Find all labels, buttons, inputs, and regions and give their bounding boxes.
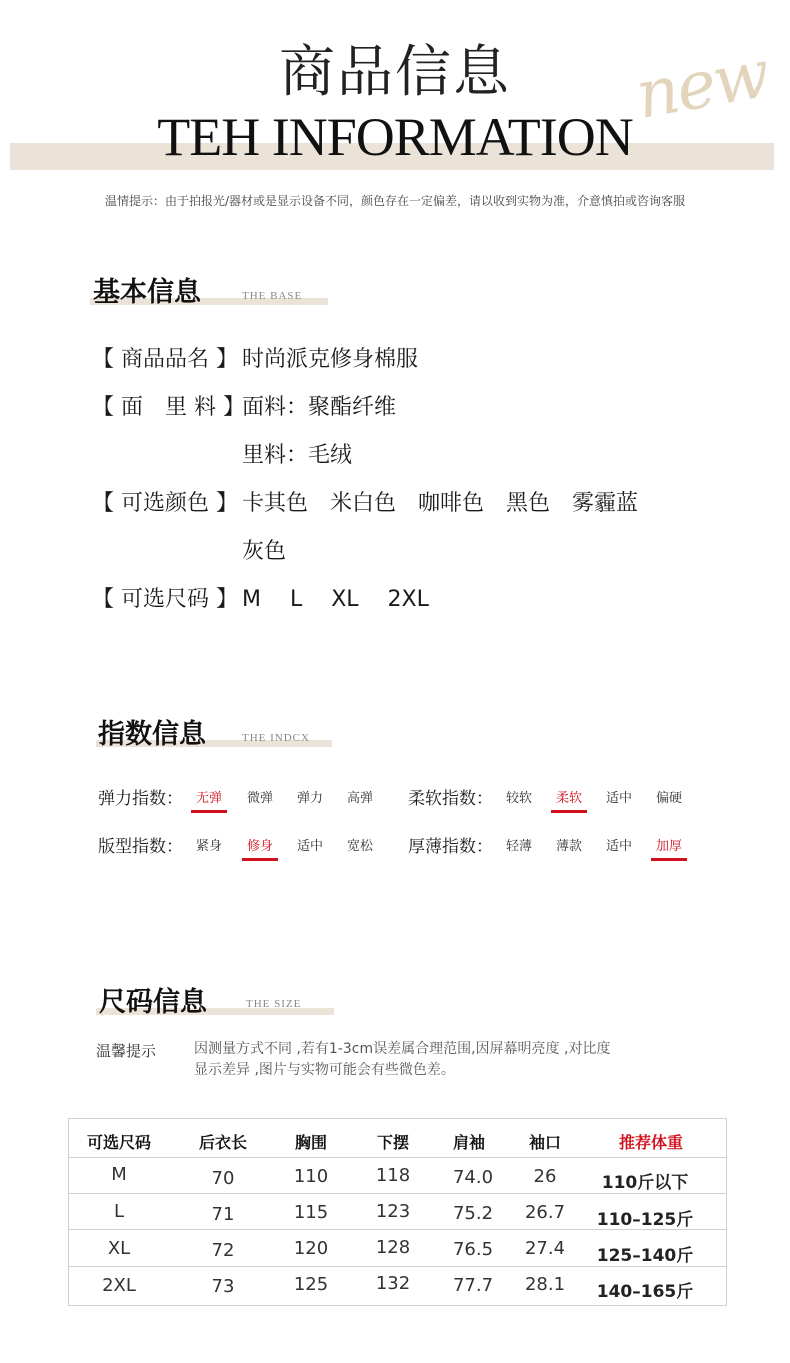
basic-value-fabric: 面料：聚酯纤维 xyxy=(242,395,397,420)
table-divider xyxy=(68,1193,727,1194)
basic-label-colors: 【 可选颜色 】 xyxy=(92,491,238,516)
index-option: 适中 xyxy=(605,791,632,806)
basic-value-name: 时尚派克修身棉服 xyxy=(242,347,419,372)
index-section-subtitle: THE INDCX xyxy=(242,732,310,744)
index-option: 高弹 xyxy=(346,791,373,806)
basic-value-colors: 卡其色 米白色 咖啡色 黑色 雾霾蓝 xyxy=(242,491,639,516)
basic-label-sizes: 【 可选尺码 】 xyxy=(92,587,238,612)
table-cell: 123 xyxy=(375,1201,411,1222)
basic-value-colors-2: 灰色 xyxy=(242,539,287,564)
index-option: 适中 xyxy=(296,839,323,854)
basic-section-title: 基本信息 xyxy=(93,277,201,308)
index-option: 微弹 xyxy=(246,791,273,806)
index-option-selected: 加厚 xyxy=(653,835,685,854)
table-header: 袖口 xyxy=(528,1133,561,1152)
table-cell: 26 xyxy=(533,1166,557,1187)
size-tip-label: 温馨提示 xyxy=(96,1042,157,1060)
table-cell: 120 xyxy=(293,1238,329,1259)
table-cell: 28.1 xyxy=(524,1274,566,1295)
table-divider xyxy=(68,1266,727,1267)
header-new-decoration: new xyxy=(630,35,774,134)
basic-label-fabric: 【 面 里 料 】 xyxy=(92,395,245,420)
index-option-selected: 柔软 xyxy=(553,787,585,806)
index-label-fit: 版型指数： xyxy=(98,837,183,857)
table-cell-size: XL xyxy=(107,1238,131,1259)
table-cell-weight: 125–140斤 xyxy=(596,1246,694,1266)
table-cell: 26.7 xyxy=(524,1202,566,1223)
index-label-elasticity: 弹力指数： xyxy=(98,789,183,809)
table-cell-size: L xyxy=(113,1201,125,1222)
index-option: 宽松 xyxy=(346,839,373,854)
index-option: 弹力 xyxy=(296,791,323,806)
table-cell-size: M xyxy=(111,1164,127,1185)
table-divider xyxy=(68,1157,727,1158)
table-header-weight: 推荐体重 xyxy=(618,1133,683,1152)
table-cell: 27.4 xyxy=(524,1238,566,1259)
index-option: 较软 xyxy=(505,791,532,806)
index-option-selected: 修身 xyxy=(244,835,276,854)
table-header: 胸围 xyxy=(294,1133,327,1152)
table-header: 可选尺码 xyxy=(86,1133,151,1152)
table-cell: 118 xyxy=(375,1165,411,1186)
page-title-en: TEH INFORMATION xyxy=(157,107,633,167)
table-header: 下摆 xyxy=(376,1133,409,1152)
size-tip-text: 因测量方式不同 ,若有1-3cm误差属合理范围,因屏幕明亮度 ,对比度显示差异 ,图片与实物可能会有些微色差。 xyxy=(194,1041,611,1078)
table-cell: 125 xyxy=(293,1274,329,1295)
table-cell-weight: 110–125斤 xyxy=(596,1210,694,1230)
table-cell: 77.7 xyxy=(452,1275,494,1296)
table-cell: 74.0 xyxy=(452,1167,494,1188)
index-section-title: 指数信息 xyxy=(98,719,206,750)
index-option-selected: 无弹 xyxy=(193,787,225,806)
index-option: 薄款 xyxy=(555,839,582,854)
table-cell: 75.2 xyxy=(452,1203,494,1224)
table-header: 肩袖 xyxy=(452,1133,485,1152)
table-cell: 128 xyxy=(375,1237,411,1258)
table-cell-size: 2XL xyxy=(102,1275,136,1296)
size-section-subtitle: THE SIZE xyxy=(246,998,302,1010)
basic-value-sizes: M L XL 2XL xyxy=(242,587,429,612)
index-label-softness: 柔软指数： xyxy=(408,789,493,809)
page-title-cn: 商品信息 xyxy=(279,40,511,105)
index-option: 适中 xyxy=(605,839,632,854)
table-cell: 132 xyxy=(375,1273,411,1294)
table-header: 后衣长 xyxy=(198,1133,247,1152)
index-option: 轻薄 xyxy=(505,839,532,854)
table-cell-weight: 140–165斤 xyxy=(596,1282,694,1302)
table-cell: 110 xyxy=(293,1166,329,1187)
color-disclaimer: 温情提示：由于拍报光/器材或是显示设备不同，颜色存在一定偏差，请以收到实物为准，介意慎拍或咨询客服 xyxy=(104,194,686,208)
index-label-thickness: 厚薄指数： xyxy=(408,837,493,857)
table-cell: 115 xyxy=(293,1202,329,1223)
basic-value-lining: 里料：毛绒 xyxy=(242,443,353,468)
index-option: 偏硬 xyxy=(655,791,682,806)
table-cell-weight: 110斤以下 xyxy=(601,1173,689,1193)
basic-section-subtitle: THE BASE xyxy=(242,290,303,302)
basic-label-name: 【 商品品名 】 xyxy=(92,347,238,372)
table-cell: 70 xyxy=(211,1168,235,1189)
table-cell: 71 xyxy=(211,1204,235,1225)
index-option: 紧身 xyxy=(195,839,222,854)
table-cell: 76.5 xyxy=(452,1239,494,1260)
size-section-title: 尺码信息 xyxy=(99,987,207,1018)
table-cell: 73 xyxy=(211,1276,235,1297)
table-cell: 72 xyxy=(211,1240,235,1261)
